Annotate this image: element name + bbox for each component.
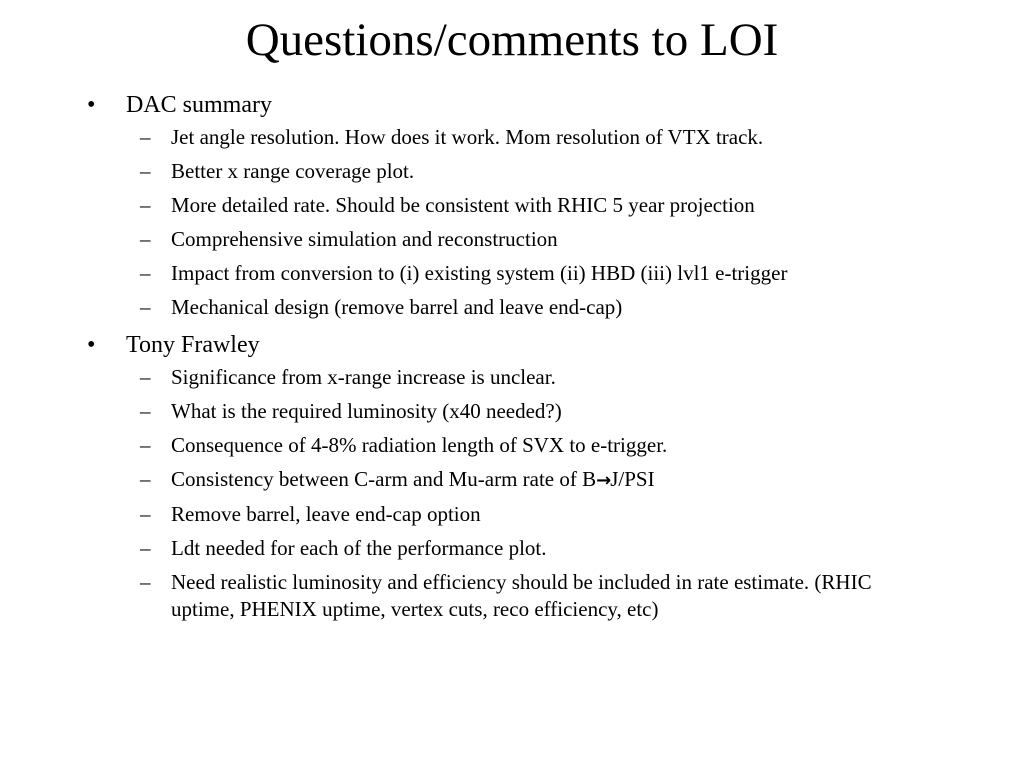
heading-text: DAC summary	[126, 92, 272, 118]
section-dac-summary	[0, 88, 1024, 321]
list-item	[0, 466, 1024, 494]
list-item	[0, 294, 1024, 321]
dash-icon: –	[140, 159, 151, 183]
list-item-text: Significance from x-range increase is unclear.	[171, 365, 556, 389]
list-item	[0, 124, 1024, 151]
list-item-text: Jet angle resolution. How does it work. Mom resolution of VTX track.	[171, 125, 764, 149]
list-item-text: Need realistic luminosity and efficiency should be included in rate estimate. (RHIC uptime, PHENIX uptime, vertex cuts, reco efficiency, etc)	[171, 570, 872, 621]
dash-icon: –	[140, 261, 151, 285]
list-item-text: More detailed rate. Should be consistent with RHIC 5 year projection	[171, 193, 755, 217]
bullet-icon: •	[87, 332, 96, 358]
dash-icon: –	[140, 125, 151, 149]
list-item-text: What is the required luminosity (x40 needed?)	[171, 399, 562, 423]
list-item-text: Comprehensive simulation and reconstruction	[171, 227, 558, 251]
list-item	[0, 501, 1024, 528]
slide-content	[0, 88, 1024, 630]
list-item-text-after: J/PSI	[610, 467, 655, 491]
dash-icon: –	[140, 365, 151, 389]
dash-icon: –	[140, 399, 151, 423]
dash-icon: –	[140, 295, 151, 319]
list-item-text	[171, 467, 655, 491]
list-item	[0, 260, 1024, 287]
dash-icon: –	[140, 467, 151, 491]
list-item	[0, 192, 1024, 219]
list-item-text-before: Consistency between C-arm and Mu-arm rate of B	[171, 467, 597, 491]
dash-icon: –	[140, 193, 151, 217]
list-item-text: Better x range coverage plot.	[171, 159, 415, 183]
dash-icon: –	[140, 570, 151, 594]
list-item-text: Consequence of 4-8% radiation length of SVX to e-trigger.	[171, 433, 668, 457]
bullet-icon: •	[87, 92, 96, 118]
bullet-heading	[0, 328, 1024, 362]
dash-icon: –	[140, 227, 151, 251]
list-item	[0, 432, 1024, 459]
dash-icon: –	[140, 502, 151, 526]
list-item	[0, 398, 1024, 425]
section-tony-frawley	[0, 328, 1024, 623]
heading-text: Tony Frawley	[126, 332, 260, 358]
list-item-text: Impact from conversion to (i) existing system (ii) HBD (iii) lvl1 e-trigger	[171, 261, 788, 285]
list-item	[0, 364, 1024, 391]
list-item	[0, 226, 1024, 253]
list-item	[0, 569, 1024, 623]
dash-icon: –	[140, 433, 151, 457]
slide-title: Questions/comments to LOI	[245, 14, 779, 66]
list-item	[0, 535, 1024, 562]
list-item-text: Remove barrel, leave end-cap option	[171, 502, 481, 526]
list-item-text: Ldt needed for each of the performance plot.	[171, 536, 547, 560]
bullet-heading	[0, 88, 1024, 122]
list-item-text: Mechanical design (remove barrel and leave end-cap)	[171, 295, 623, 319]
right-arrow-icon: →	[596, 470, 611, 491]
dash-icon: –	[140, 536, 151, 560]
list-item	[0, 158, 1024, 185]
